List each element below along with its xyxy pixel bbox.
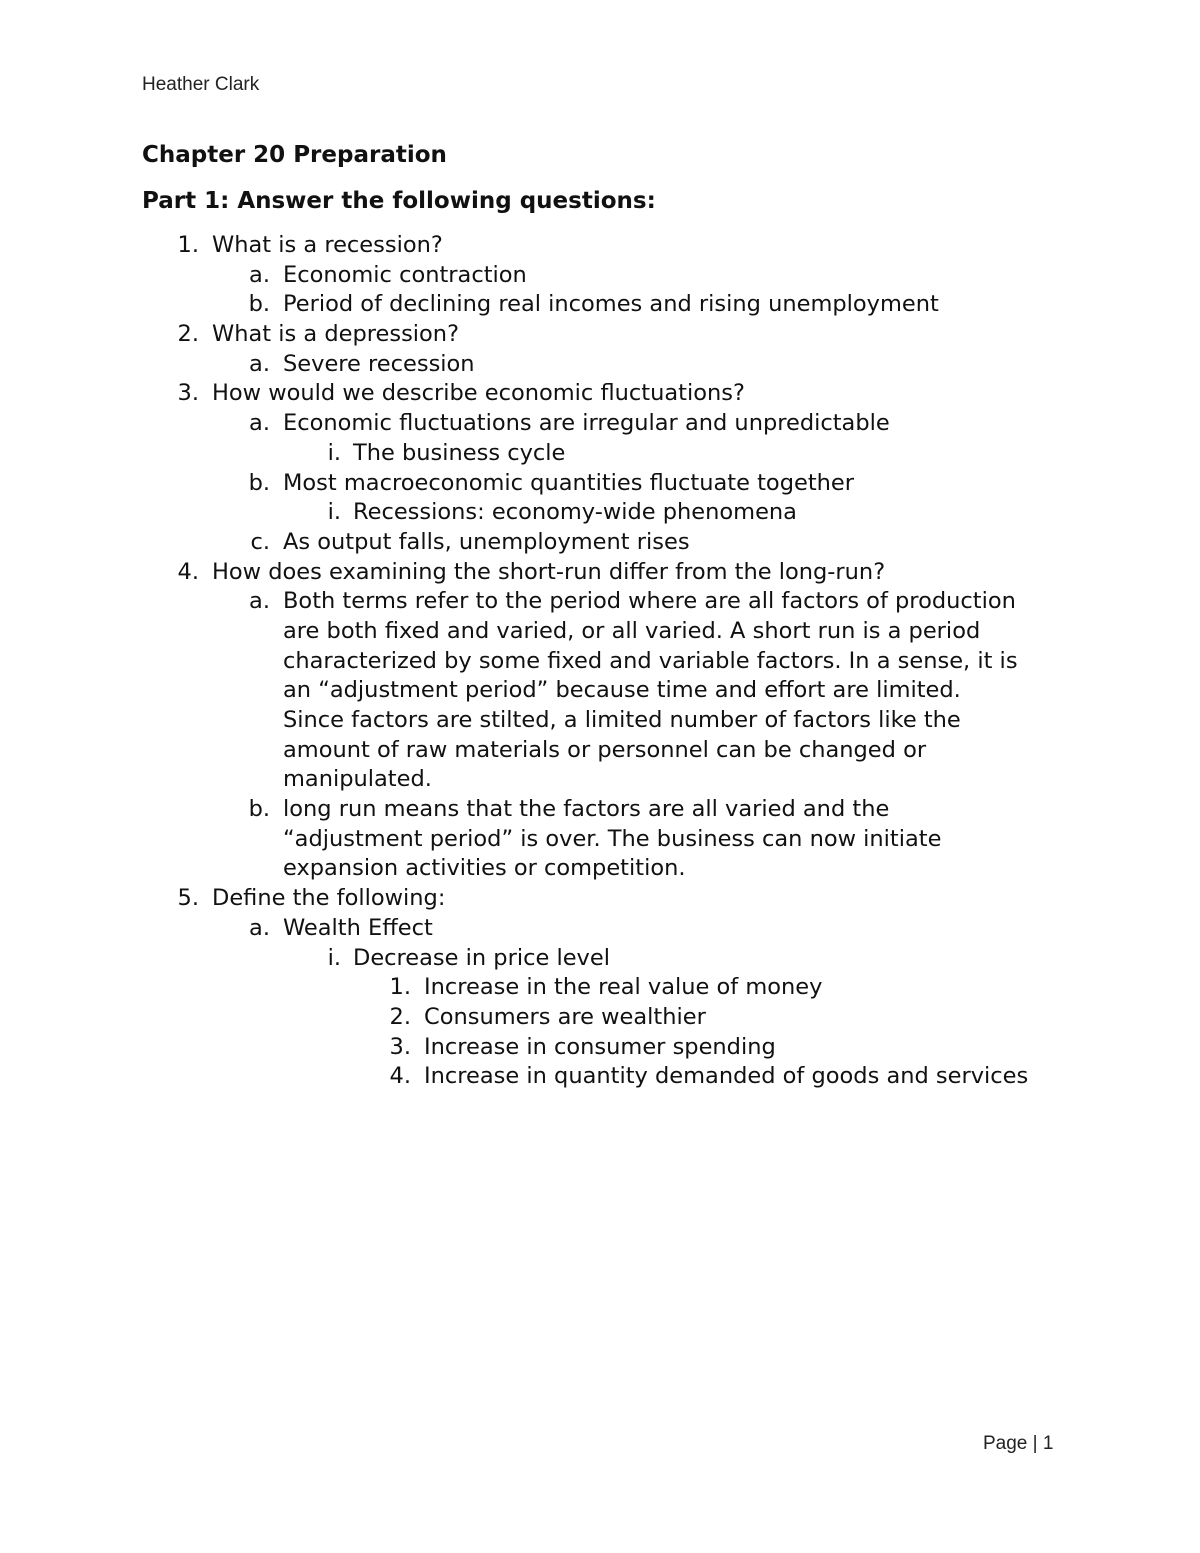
list-item-text: As output falls, unemployment rises	[283, 528, 690, 555]
list-item-text: Increase in the real value of money	[424, 974, 823, 1001]
list-marker: i.	[327, 499, 341, 526]
list-item-continuation	[0, 736, 1200, 766]
list-item-text: What is a depression?	[212, 321, 460, 348]
list-item-level-3	[0, 439, 1200, 469]
list-item-text: amount of raw materials or personnel can be changed or	[283, 736, 927, 763]
list-item-text: Since factors are stilted, a limited number of factors like the	[283, 707, 961, 733]
list-item-continuation	[0, 647, 1200, 677]
list-item-text: Consumers are wealthier	[424, 1003, 706, 1030]
list-item-text: are both fixed and varied, or all varied. A short run is a period	[283, 617, 981, 644]
list-marker: i.	[327, 439, 341, 466]
list-item-text: Both terms refer to the period where are all factors of production	[283, 588, 1016, 615]
list-item-text: Decrease in price level	[353, 944, 610, 971]
list-item-continuation	[0, 706, 1200, 736]
list-item-text: Define the following:	[212, 885, 446, 912]
list-item-level-4	[0, 1033, 1200, 1063]
list-item-text: How does examining the short-run differ from the long-run?	[212, 558, 886, 585]
list-item-text: What is a recession?	[212, 232, 443, 258]
list-marker: a.	[249, 410, 270, 437]
list-item-level-2	[0, 469, 1200, 499]
list-item-level-1	[0, 884, 1200, 914]
list-item-text: long run means that the factors are all varied and the	[283, 796, 890, 823]
list-item-level-2	[0, 290, 1200, 320]
list-marker: 1.	[177, 232, 199, 258]
list-marker: 2.	[389, 1003, 411, 1030]
list-marker: a.	[249, 350, 270, 377]
list-item-text: How would we describe economic fluctuations?	[212, 380, 745, 407]
list-item-continuation	[0, 854, 1200, 884]
list-item-continuation	[0, 676, 1200, 706]
list-item-level-2	[0, 795, 1200, 825]
list-item-text: Increase in consumer spending	[424, 1033, 776, 1060]
list-marker: b.	[248, 291, 270, 318]
list-item-level-4	[0, 973, 1200, 1003]
list-marker: a.	[249, 261, 270, 288]
list-item-level-3	[0, 498, 1200, 528]
list-marker: a.	[249, 588, 270, 615]
list-item-level-3	[0, 944, 1200, 974]
list-marker: b.	[248, 469, 270, 496]
list-item-text: “adjustment period” is over. The business can now initiate	[283, 825, 942, 852]
list-item-level-2	[0, 914, 1200, 944]
list-item-level-2	[0, 350, 1200, 380]
list-item-continuation	[0, 765, 1200, 795]
list-marker: i.	[327, 944, 341, 971]
list-marker: 5.	[177, 885, 199, 912]
list-marker: c.	[250, 528, 270, 555]
list-item-level-2	[0, 261, 1200, 291]
list-item-text: characterized by some fixed and variable factors. In a sense, it is	[283, 647, 1018, 674]
list-item-level-1	[0, 231, 1200, 261]
part-heading: Part 1: Answer the following questions:	[142, 188, 656, 214]
list-item-level-2	[0, 528, 1200, 558]
list-item-text: expansion activities or competition.	[283, 855, 686, 882]
list-marker: 4.	[177, 558, 199, 585]
list-item-text: Most macroeconomic quantities fluctuate together	[283, 469, 855, 496]
list-item-level-2	[0, 409, 1200, 439]
list-item-level-4	[0, 1062, 1200, 1092]
list-item-text: Wealth Effect	[283, 914, 433, 941]
author-name: Heather Clark	[142, 74, 260, 95]
document-title: Chapter 20 Preparation	[142, 142, 447, 168]
list-item-text: an “adjustment period” because time and effort are limited.	[283, 677, 961, 704]
list-item-text: Economic fluctuations are irregular and unpredictable	[283, 410, 890, 437]
list-item-level-4	[0, 1003, 1200, 1033]
list-marker: 4.	[389, 1063, 411, 1090]
list-item-text: The business cycle	[353, 439, 566, 466]
list-item-continuation	[0, 617, 1200, 647]
question-list	[0, 231, 1200, 1092]
list-item-level-1	[0, 379, 1200, 409]
list-item-text: Increase in quantity demanded of goods and services	[424, 1063, 1029, 1090]
list-marker: 2.	[177, 321, 199, 348]
list-item-level-2	[0, 587, 1200, 617]
list-item-text: Period of declining real incomes and rising unemployment	[283, 291, 939, 318]
list-marker: 3.	[389, 1033, 411, 1060]
list-item-text: manipulated.	[283, 766, 432, 793]
list-item-level-1	[0, 558, 1200, 588]
list-marker: a.	[249, 914, 270, 941]
list-item-continuation	[0, 825, 1200, 855]
list-item-text: Recessions: economy-wide phenomena	[353, 499, 797, 526]
list-item-text: Economic contraction	[283, 261, 527, 288]
page-number: Page | 1	[983, 1433, 1054, 1454]
list-item-text: Severe recession	[283, 350, 475, 377]
list-marker: b.	[248, 796, 270, 823]
list-item-level-1	[0, 320, 1200, 350]
list-marker: 3.	[177, 380, 199, 407]
list-marker: 1.	[389, 974, 411, 1001]
